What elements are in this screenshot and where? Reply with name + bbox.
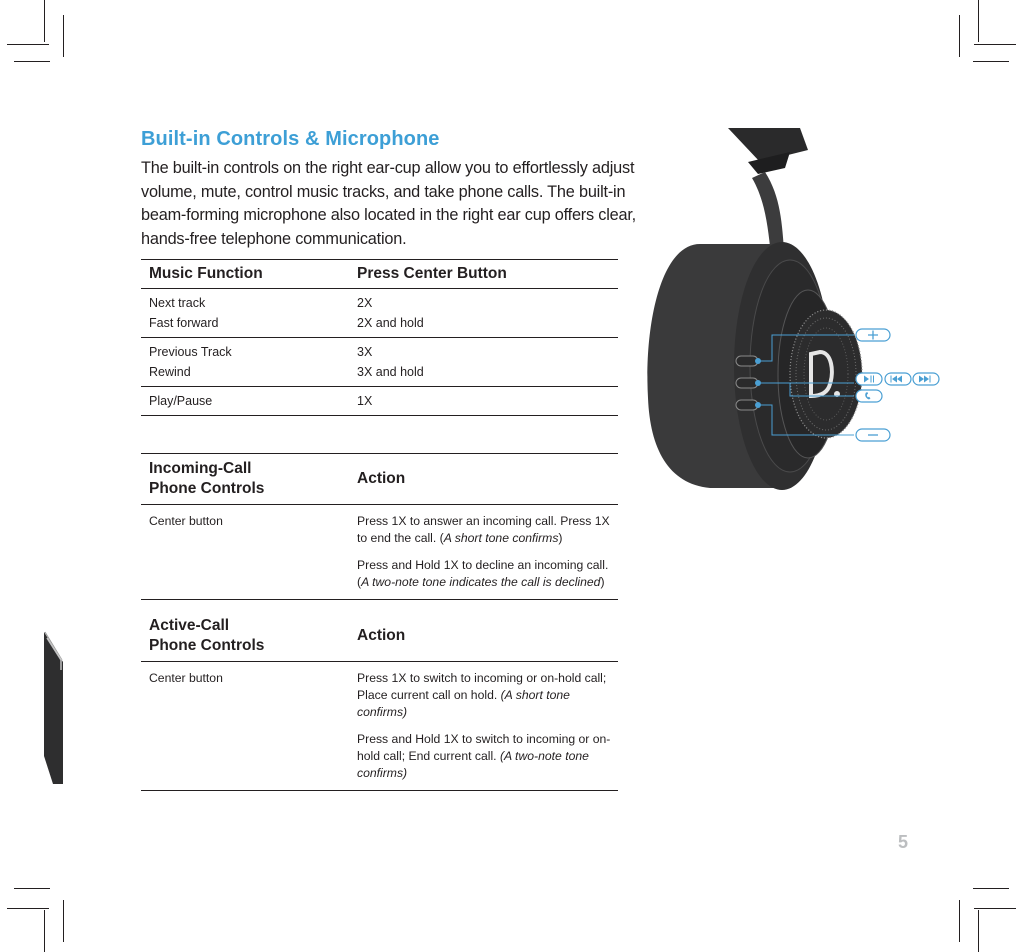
crop-mark	[44, 0, 45, 42]
table-row	[141, 338, 618, 387]
press-value: 2X and hold	[357, 316, 424, 330]
incoming-call-header	[141, 454, 357, 505]
action-text	[357, 670, 618, 721]
header-line: Active-Call	[149, 617, 230, 634]
function-cell	[141, 387, 357, 416]
crop-mark	[978, 910, 979, 952]
function-label: Fast forward	[149, 316, 219, 330]
function-label: Play/Pause	[149, 394, 213, 408]
crop-mark	[44, 910, 45, 952]
action-text	[357, 513, 618, 547]
action-note: A two-note tone indicates the call is declined	[361, 575, 601, 589]
action-note: (A two-note tone confirms)	[357, 749, 589, 780]
table-header-row	[141, 260, 618, 289]
section-title: Built-in Controls & Microphone	[141, 128, 440, 150]
active-call-table	[141, 611, 618, 791]
phone-icon	[856, 390, 882, 402]
crop-mark	[978, 0, 979, 42]
crop-mark	[63, 15, 64, 57]
press-cell	[357, 387, 618, 416]
active-call-header	[141, 611, 357, 662]
function-label: Previous Track	[149, 345, 232, 359]
music-function-header: Music Function	[141, 260, 357, 289]
press-value: 3X and hold	[357, 365, 424, 379]
plus-icon	[856, 329, 890, 341]
action-text-part: )	[600, 575, 605, 589]
action-text-part: )	[558, 531, 563, 545]
press-value: 1X	[357, 394, 373, 408]
minus-icon	[856, 429, 890, 441]
press-value: 2X	[357, 296, 373, 310]
crop-mark	[974, 44, 1016, 45]
function-cell	[141, 338, 357, 387]
previous-track-icon	[885, 373, 911, 385]
action-text-part: Press and Hold 1X to switch to incoming or on-hold call; End current call.	[357, 732, 611, 763]
crop-mark	[14, 61, 50, 62]
crop-mark	[973, 888, 1009, 889]
action-header: Action	[357, 611, 618, 662]
press-cell	[357, 338, 618, 387]
table-row	[141, 662, 618, 791]
control-label: Center button	[149, 514, 223, 528]
action-text-part: Press 1X to answer an incoming call. Press 1X to end the call. (	[357, 514, 610, 545]
header-line: Incoming-Call	[149, 460, 252, 477]
table-header-row	[141, 454, 618, 505]
incoming-call-table	[141, 453, 618, 600]
music-function-table	[141, 259, 618, 416]
crop-mark	[959, 900, 960, 942]
action-text	[357, 557, 618, 591]
crop-mark	[7, 908, 49, 909]
press-cell	[357, 289, 618, 338]
action-text	[357, 731, 618, 782]
header-line: Phone Controls	[149, 637, 265, 654]
play-pause-icon	[856, 373, 882, 385]
action-note: A short tone confirms	[443, 531, 559, 545]
header-line: Phone Controls	[149, 480, 265, 497]
table-header-row	[141, 611, 618, 662]
side-tab-decoration	[40, 630, 64, 786]
action-text-part: Press and Hold 1X to decline an incoming call. (	[357, 558, 609, 589]
action-note: (A short tone confirms)	[357, 688, 570, 719]
next-track-icon	[913, 373, 939, 385]
crop-mark	[7, 44, 49, 45]
crop-mark	[974, 908, 1016, 909]
action-cell	[357, 505, 618, 600]
press-center-button-header: Press Center Button	[357, 260, 618, 289]
action-cell	[357, 662, 618, 791]
action-header: Action	[357, 454, 618, 505]
page-number: 5	[898, 832, 909, 852]
table-row	[141, 505, 618, 600]
press-value: 3X	[357, 345, 373, 359]
action-text-part: Press 1X to switch to incoming or on-hold call; Place current call on hold.	[357, 671, 607, 702]
table-row	[141, 387, 618, 416]
control-label: Center button	[149, 671, 223, 685]
crop-mark	[63, 900, 64, 942]
headphone-illustration	[640, 128, 940, 498]
function-label: Next track	[149, 296, 206, 310]
crop-mark	[973, 61, 1009, 62]
crop-mark	[959, 15, 960, 57]
function-cell	[141, 289, 357, 338]
crop-mark	[14, 888, 50, 889]
intro-paragraph: The built-in controls on the right ear-cup allow you to effortlessly adjust volume, mute, control music tracks, and take phone calls. The built-in beam-forming microphone also located in the right ear cup offers clear, hands-free telephone communication.	[141, 159, 637, 248]
function-label: Rewind	[149, 365, 191, 379]
table-row	[141, 289, 618, 338]
